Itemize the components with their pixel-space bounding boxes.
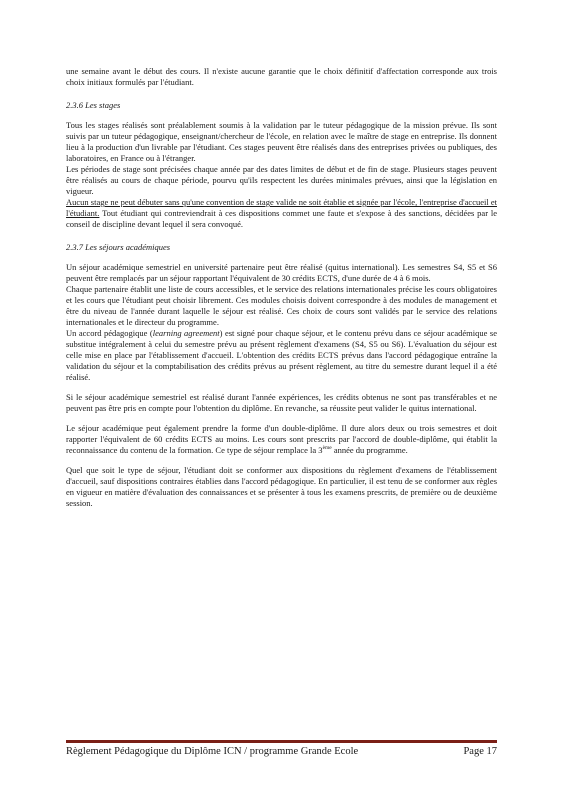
section-heading-stages: 2.3.6 Les stages xyxy=(66,100,121,110)
learning-agreement-lead: Un accord pédagogique ( xyxy=(66,328,153,338)
ordinal-superscript: ème xyxy=(322,445,332,452)
footer-rule xyxy=(66,740,497,743)
page-body xyxy=(66,66,497,518)
learning-agreement-rest: ) est signé pour chaque séjour, et le contenu prévu dans ce séjour académique se substitue intégralement à celui du semestre prévu au présent règlement d'examens (S4, S5 ou S6). L'évaluation du séjour est celle mise en place par l'établissement d'accueil. L'obtention des crédits ECTS prévus dans l'accord pédagogique entraîne la validation du séjour et la comptabilisation des crédits prévus au présent règlement, au titre du semestre durant lequel il a été réalisé. xyxy=(66,328,497,382)
page-footer xyxy=(66,740,497,758)
page-number: Page 17 xyxy=(463,746,497,757)
stages-paragraph-1: Tous les stages réalisés sont préalablement soumis à la validation par le tuteur pédagogique de la mission prévue. Ils sont suivis par un tuteur pédagogique, enseignant/chercheur de l'école, en relation avec le maître de stage en entreprise. Ils donnent lieu à la production d'un livrable par l'étudiant. Ces stages peuvent être réalisés dans des entreprises privées ou publiques, des laboratoires, en France ou à l'étranger. xyxy=(66,120,497,163)
footer-title: Règlement Pédagogique du Diplôme ICN / programme Grande Ecole xyxy=(66,746,359,757)
sejours-paragraph-1: Un séjour académique semestriel en université partenaire peut être réalisé (quitus international). Les semestres S4, S5 et S6 peuvent être remplacés par un séjour rapportant l'équivalent de 30 crédits ECTS, d'une durée de 4 à 6 mois. xyxy=(66,262,497,283)
section-heading-sejours: 2.3.7 Les séjours académiques xyxy=(66,242,171,252)
sejours-paragraph-2: Chaque partenaire établit une liste de cours accessibles, et le service des relations internationales précise les cours obligatoires et les cours que l'étudiant peut choisir librement. Ces modules choisis doivent correspondre à des modules de management et être du niveau de l'année durant laquelle le séjour est réalisé. Ces choix de cours sont validés par le service des relations internationales et le directeur du programme. xyxy=(66,284,497,327)
learning-agreement-term: learning agreement xyxy=(152,328,220,338)
intro-paragraph: une semaine avant le début des cours. Il n'existe aucune garantie que le choix définitif d'affectation corresponde aux trois choix initiaux formulés par l'étudiant. xyxy=(66,66,497,87)
sejours-paragraph-6: Quel que soit le type de séjour, l'étudiant doit se conformer aux dispositions du règlement d'examens de l'établissement d'accueil, sauf dispositions contraires établies dans l'accord pédagogique. En particulier, il est tenu de se conformer aux règles en vigueur en matière d'évaluation des connaissances et se présenter à tous les examens prescrits, de première ou de deuxième session. xyxy=(66,465,497,508)
double-diplome-end: année du programme. xyxy=(331,445,408,455)
sejours-paragraph-4: Si le séjour académique semestriel est réalisé durant l'année expériences, les crédits obtenus ne sont pas transférables et ne peuvent pas être pris en compte pour l'obtention du diplôme. En revanche, sa réussite peut valider le quitus international. xyxy=(66,392,497,413)
sejours-paragraph-5 xyxy=(66,423,497,456)
stages-convention-underlined: Aucun stage ne peut débuter sans qu'une convention de stage valide ne soit établie et signée par l'école, l'entreprise d'accueil et l'étudiant. xyxy=(66,197,497,218)
stages-paragraph-2: Les périodes de stage sont précisées chaque année par des dates limites de début et de fin de stage. Plusieurs stages peuvent être réalisés au cours de chaque période, pourvu qu'ils respectent les durées minimales prévues, ainsi que la législation en vigueur. xyxy=(66,164,497,196)
stages-paragraph-3 xyxy=(66,197,497,230)
stages-sanctions-text: Tout étudiant qui contreviendrait à ces dispositions commet une faute et s'expose à des sanctions, décidées par le conseil de discipline devant lequel il sera convoqué. xyxy=(66,208,497,229)
double-diplome-text: Le séjour académique peut également prendre la forme d'un double-diplôme. Il dure alors deux ou trois semestres et doit rapporter l'équivalent de 60 crédits ECTS au moins. Les cours sont prescrits par l'accord de double-diplôme, qui établit la reconnaissance du contenu de la formation. Ce type de séjour remplace la 3 xyxy=(66,423,497,455)
sejours-paragraph-3 xyxy=(66,328,497,383)
